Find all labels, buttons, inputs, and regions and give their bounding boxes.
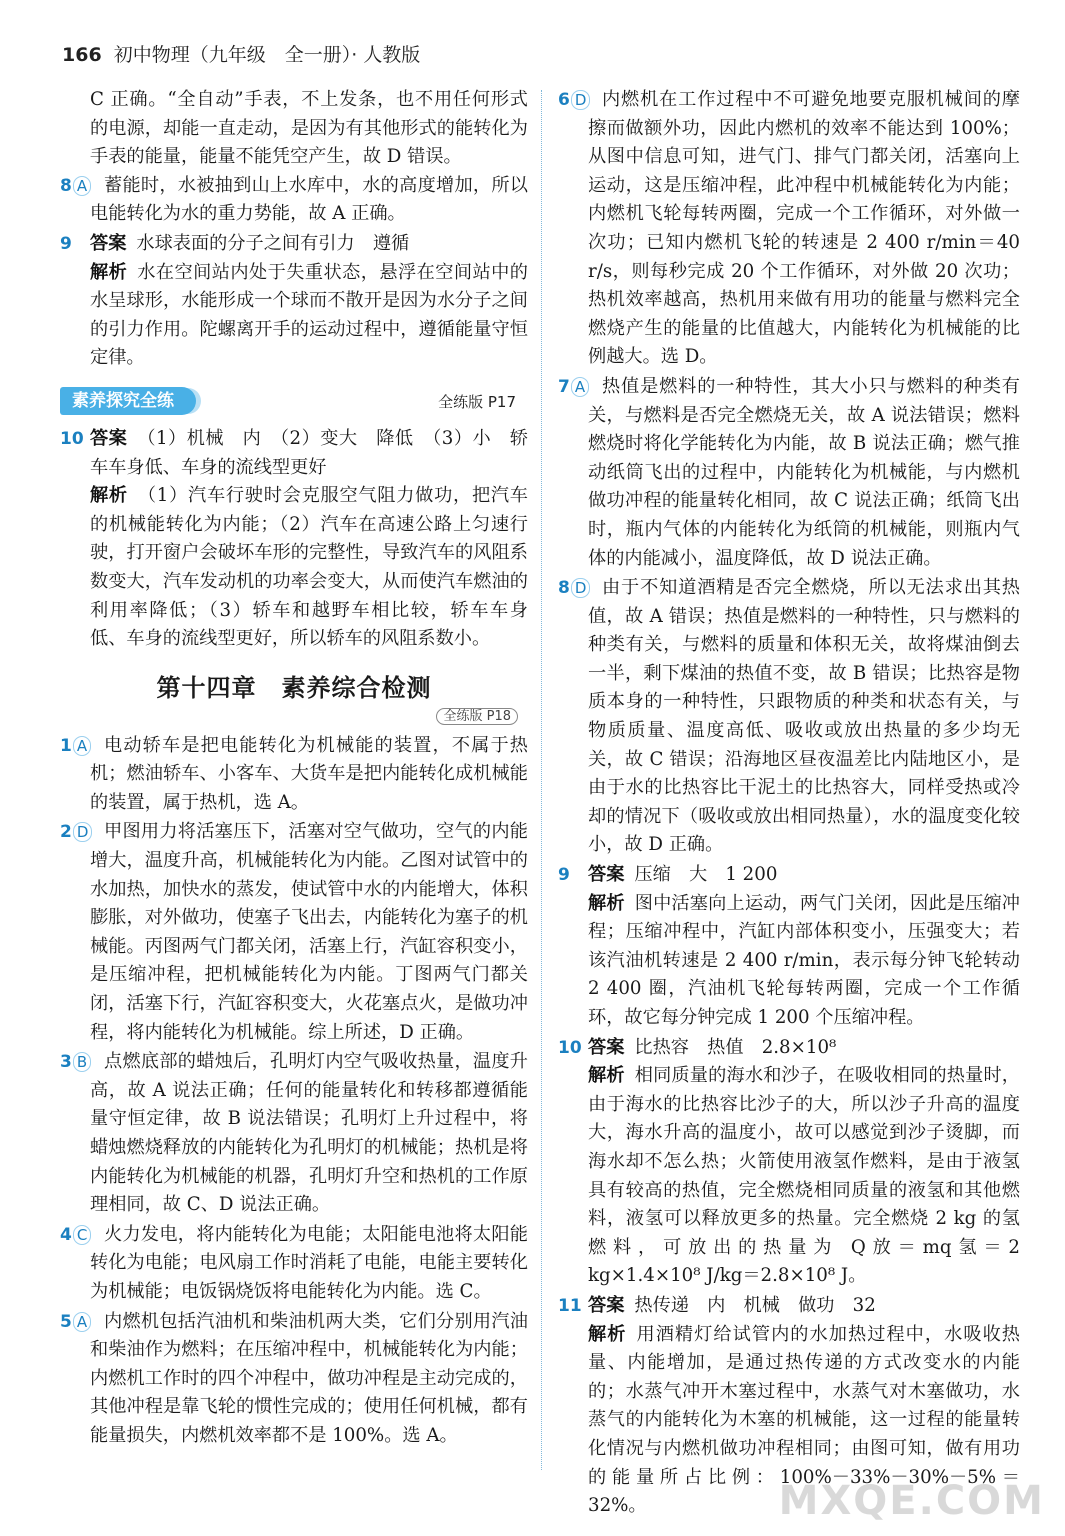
item-number: 6 D bbox=[558, 86, 590, 115]
book-title: 初中物理（九年级 全一册）· 人教版 bbox=[113, 44, 421, 66]
item-number: 9 bbox=[60, 233, 72, 254]
item-text: 甲图用力将活塞压下，活塞对空气做功，空气的内能增大，温度升高，机械能转化为内能。乙图对试管中的水加热，加快水的蒸发，使试管中水的内能增大，体积膨胀，对外做功，使塞子飞出去，内能转化为塞子的机械能。丙图两气门都关闭，活塞上行，汽缸容积变小，是压缩冲程，把机械能转化为内能。丁图两气门都关闭，活塞下行，汽缸容积变大，火花塞点火，是做功冲程，将内能转化为机械能。综上所述，D 正确。 bbox=[90, 821, 528, 1043]
item-number: 11 bbox=[558, 1295, 582, 1316]
answer-item-c6 bbox=[558, 86, 1020, 372]
item-number: 3 B bbox=[60, 1048, 91, 1077]
item-text: 蓄能时，水被抽到山上水库中，水的高度增加，所以电能转化为水的重力势能，故 A 正确。 bbox=[90, 174, 528, 225]
answer-item-c8 bbox=[558, 574, 1020, 860]
answer-text: 压缩 大 1 200 bbox=[634, 864, 778, 886]
column-divider bbox=[541, 90, 542, 1470]
explanation-text: 图中活塞向上运动，两气门关闭，因此是压缩冲程；压缩冲程中，汽缸内部体积变小，压强变大；若该汽油机转速是 2 400 r/min，表示每分钟飞轮转动 2 400 圈，汽油机飞轮每转两圈，完成一个工作循环，故它每分钟完成 1 200 个压缩冲程。 bbox=[588, 892, 1020, 1028]
answer-label: 答案 bbox=[90, 232, 127, 254]
item-number: 9 bbox=[558, 865, 570, 886]
page-header bbox=[62, 40, 420, 67]
answer-item-c4 bbox=[60, 1221, 528, 1307]
left-column bbox=[60, 86, 528, 1452]
section-ref: 全练版 P17 bbox=[438, 392, 516, 411]
item-text: 电动轿车是把电能转化为机械能的装置，不属于热机；燃油轿车、小客车、大货车是把内能转化成机械能的装置，属于热机，选 A。 bbox=[90, 734, 528, 813]
item-text: 内燃机在工作过程中不可避免地要克服机械间的摩擦而做额外功，因此内燃机的效率不能达到 100%；从图中信息可知，进气门、排气门都关闭，活塞向上运动，这是压缩冲程，此冲程中机械能转化为内能；内燃机飞轮每转两圈，完成一个工作循环，对外做一次功；已知内燃机飞轮的转速是 2 400 r/min＝40 r/s，则每秒完成 20 个工作循环，对外做 20 次功；热机效率越高，热机用来做有用功的能量与燃料完全燃烧产生的能量的比值越大，内能转化为机械能的比例越大。选 D。 bbox=[588, 89, 1020, 368]
answer-item-c10 bbox=[558, 1034, 1020, 1291]
answer-item-c2 bbox=[60, 818, 528, 1047]
item-number: 2 D bbox=[60, 818, 92, 847]
answer-text: 热传递 内 机械 做功 32 bbox=[634, 1294, 876, 1316]
answer-item-9 bbox=[60, 230, 528, 373]
item-text: 点燃底部的蜡烛后，孔明灯内空气吸收热量，温度升高，故 A 说法正确；任何的能量转化和转移都遵循能量守恒定律，故 B 说法错误；孔明灯上升过程中，将蜡烛燃烧释放的内能转化为孔明灯的机械能；热机是将内能转化为机械能的机器，孔明灯升空和热机的工作原理相同，故 C、D 说法正确。 bbox=[90, 1051, 528, 1216]
answer-label: 答案 bbox=[588, 864, 625, 886]
item-number: 5 A bbox=[60, 1308, 91, 1337]
item-number: 1 A bbox=[60, 732, 91, 761]
watermark: MXQE.COM bbox=[778, 1478, 1045, 1524]
section-label: 素养探究全练 bbox=[60, 387, 196, 415]
explanation-label: 解析 bbox=[90, 485, 128, 507]
answer-item-8 bbox=[60, 172, 528, 229]
answer-label: 答案 bbox=[90, 427, 128, 449]
item-number: 8 D bbox=[558, 574, 590, 603]
answer-item-10 bbox=[60, 425, 528, 654]
answer-text: 比热容 热值 2.8×10⁸ bbox=[634, 1036, 837, 1058]
item-number: 10 bbox=[558, 1037, 582, 1058]
right-column bbox=[558, 86, 1020, 1522]
explanation-text: 相同质量的海水和沙子，在吸收相同的热量时，由于海水的比热容比沙子的大，所以沙子升高的温度大，海水升高的温度小，故可以感觉到沙子烫脚，而海水却不怎么热；火箭使用液氢作燃料，是由于液氢具有较高的热值，完全燃烧相同质量的液氢和其他燃料，液氢可以释放更多的热量。完全燃烧 2 kg 的氢燃料，可放出的热量为 Q放＝mq氢＝2 kg×1.4×10⁸ J/kg＝2.8×10⁸ J。 bbox=[588, 1065, 1020, 1287]
answer-item-c7 bbox=[558, 373, 1020, 573]
answer-text: 水球表面的分子之间有引力 遵循 bbox=[136, 232, 410, 254]
explanation-text: 水在空间站内处于失重状态，悬浮在空间站中的水呈球形，水能形成一个球而不散开是因为水分子之间的引力作用。陀螺离开手的运动过程中，遵循能量守恒定律。 bbox=[90, 261, 528, 369]
chapter-title: 第十四章 素养综合检测 bbox=[156, 673, 432, 702]
item-number: 4 C bbox=[60, 1221, 91, 1250]
explanation-text: 用酒精灯给试管内的水加热过程中，水吸收热量、内能增加，是通过热传递的方式改变水的内能的；水蒸气冲开木塞过程中，水蒸气对木塞做功，水蒸气的内能转化为木塞的机械能，这一过程的能量转化情况与内燃机做功冲程相同；由图可知，做有用功的能量所占比例：100%－33%－30%－5%＝32%。 bbox=[588, 1323, 1020, 1517]
chapter-ref: 全练版 P18 bbox=[60, 705, 518, 724]
explanation-label: 解析 bbox=[588, 892, 625, 914]
item-number: 10 bbox=[60, 428, 84, 449]
item-text: 热值是燃料的一种特性，其大小只与燃料的种类有关，与燃料是否完全燃烧无关，故 A 说法错误；燃料燃烧时将化学能转化为内能，故 B 说法正确；燃气推动纸筒飞出的过程中，内能转化为机械能，与内燃机做功冲程的能量转化相同，故 C 说法正确；纸筒飞出时，瓶内气体的内能转化为纸筒的机械能，则瓶内气体的内能减小，温度降低，故 D 说法正确。 bbox=[588, 375, 1020, 569]
intro-paragraph: C 正确。“全自动”手表，不上发条，也不用任何形式的电源，却能一直走动，是因为有其他形式的能转化为手表的能量，能量不能凭空产生，故 D 错误。 bbox=[90, 89, 528, 168]
explanation-label: 解析 bbox=[588, 1065, 625, 1087]
answer-label: 答案 bbox=[588, 1036, 625, 1058]
item-number: 7 A bbox=[558, 373, 589, 402]
item-number: 8 A bbox=[60, 172, 91, 201]
answer-item-c9 bbox=[558, 861, 1020, 1033]
page-number: 166 bbox=[62, 44, 102, 66]
answer-label: 答案 bbox=[588, 1294, 625, 1316]
item-text: 火力发电，将内能转化为电能；太阳能电池将太阳能转化为电能；电风扇工作时消耗了电能，电能主要转化为机械能；电饭锅烧饭将电能转化为内能。选 C。 bbox=[90, 1223, 528, 1302]
answer-item-c3 bbox=[60, 1048, 528, 1220]
item-text: 由于不知道酒精是否完全燃烧，所以无法求出其热值，故 A 错误；热值是燃料的一种特性，只与燃料的种类有关，与燃料的质量和体积无关，故将煤油倒去一半，剩下煤油的热值不变，故 B 错误；比热容是物质本身的一种特性，只跟物质的种类和状态有关，与物质质量、温度高低、吸收或放出热量的多少均无关，故 C 错误；沿海地区昼夜温差比内陆地区小，是由于水的比热容比干泥土的比热容大，同样受热或冷却的情况下（吸收或放出相同热量），水的温度变化较小，故 D 正确。 bbox=[588, 577, 1020, 856]
explanation-text: （1）汽车行驶时会克服空气阻力做功，把汽车的机械能转化为内能；（2）汽车在高速公路上匀速行驶，打开窗户会破坏车形的完整性，导致汽车的风阻系数变大，汽车发动机的功率会变大，从而使汽车燃油的利用率降低；（3）轿车和越野车相比较，轿车车身低、车身的流线型更好，所以轿车的风阻系数小。 bbox=[90, 485, 528, 650]
answer-item-c1 bbox=[60, 732, 528, 818]
explanation-label: 解析 bbox=[90, 261, 128, 283]
explanation-label: 解析 bbox=[588, 1323, 627, 1345]
section-banner bbox=[60, 383, 528, 419]
answer-text: （1）机械 内 （2）变大 降低 （3）小 轿车车身低、车身的流线型更好 bbox=[90, 427, 528, 478]
item-text: 内燃机包括汽油机和柴油机两大类，它们分别用汽油和柴油作为燃料；在压缩冲程中，机械能转化为内能；内燃机工作时的四个冲程中，做功冲程是主动完成的，其他冲程是靠飞轮的惯性完成的；使用任何机械，都有能量损失，内燃机效率都不是 100%。选 A。 bbox=[90, 1310, 528, 1446]
answer-item-c5 bbox=[60, 1308, 528, 1451]
